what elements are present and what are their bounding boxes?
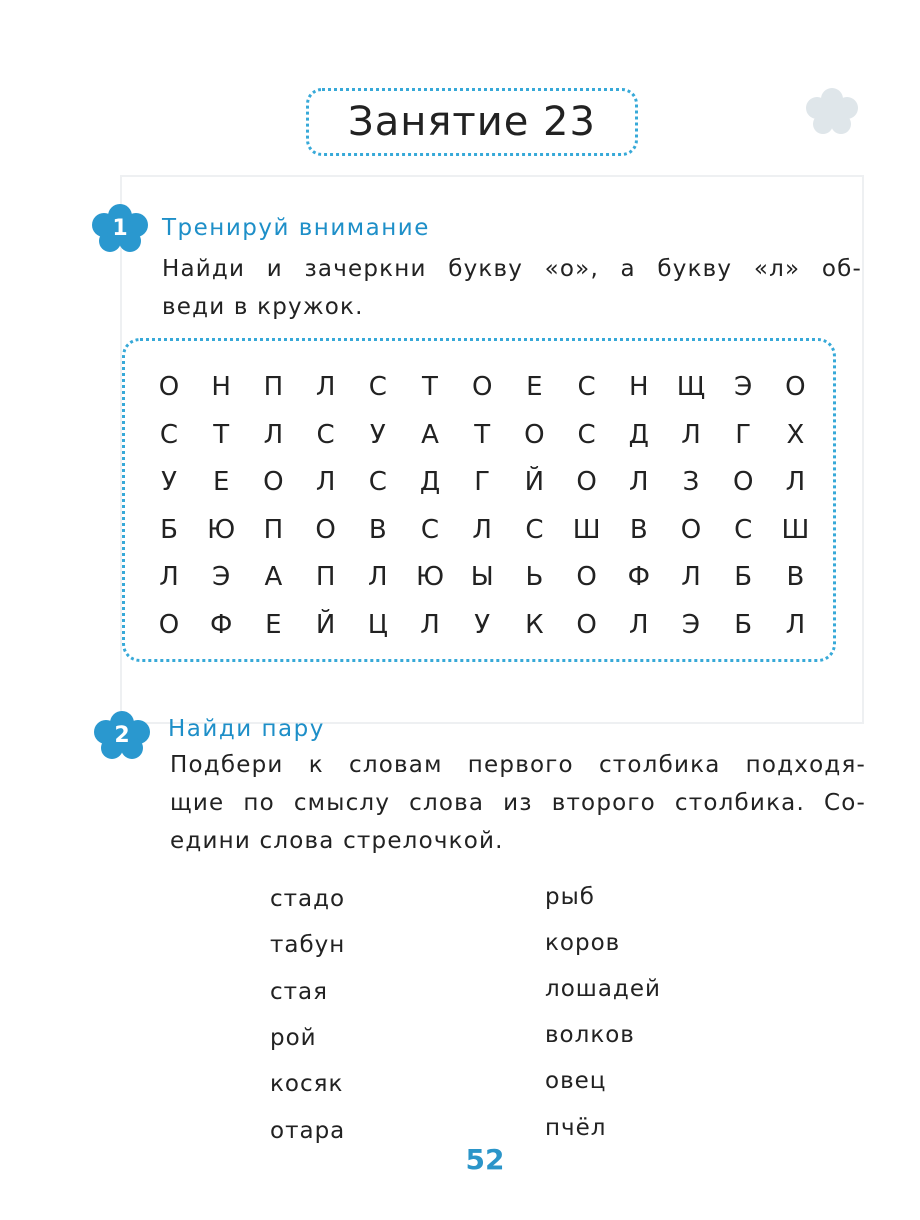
lesson-title: Занятие 23 — [306, 88, 638, 156]
task-2-instruction-line: Подбери к словам первого столбика подходя- — [170, 752, 866, 778]
left-word[interactable]: стадо — [270, 886, 346, 912]
right-word[interactable]: коров — [545, 930, 621, 956]
letter-cell[interactable]: Б — [160, 514, 178, 545]
letter-cell[interactable]: С — [577, 372, 596, 402]
letter-cell[interactable]: Л — [472, 514, 492, 545]
letter-cell[interactable]: О — [732, 467, 754, 497]
letter-cell[interactable]: Ш — [572, 514, 601, 545]
letter-cell[interactable]: К — [525, 609, 544, 640]
right-word[interactable]: рыб — [545, 884, 595, 910]
letter-row — [125, 510, 825, 550]
task-1-instruction — [162, 250, 862, 326]
letter-cell[interactable]: О — [785, 372, 806, 402]
letter-cell[interactable]: Т — [213, 419, 230, 450]
letter-cell[interactable]: Т — [474, 419, 491, 450]
letter-cell[interactable]: Н — [629, 372, 649, 402]
letter-grid — [122, 338, 836, 662]
letter-cell[interactable]: С — [368, 372, 387, 402]
letter-cell[interactable]: О — [471, 372, 493, 402]
letter-cell[interactable]: У — [474, 609, 491, 640]
show-through-flower-icon — [806, 88, 858, 134]
letter-cell[interactable]: Е — [526, 372, 543, 402]
letter-cell[interactable]: Г — [735, 419, 752, 450]
letter-cell[interactable]: Ш — [781, 514, 810, 545]
letter-cell[interactable]: У — [161, 467, 177, 497]
letter-row — [125, 462, 825, 502]
letter-cell[interactable]: Э — [734, 372, 753, 402]
letter-cell[interactable]: Ф — [627, 562, 650, 592]
letter-cell[interactable]: В — [368, 514, 387, 545]
letter-cell[interactable]: О — [315, 514, 336, 545]
letter-cell[interactable]: Л — [785, 467, 806, 497]
letter-cell[interactable]: П — [315, 562, 336, 592]
letter-cell[interactable]: Л — [785, 609, 806, 640]
letter-cell[interactable]: Ц — [367, 609, 388, 640]
right-word[interactable]: волков — [545, 1022, 635, 1048]
letter-cell[interactable]: С — [316, 419, 335, 450]
right-word[interactable]: пчёл — [545, 1115, 607, 1141]
letter-cell[interactable]: О — [680, 514, 702, 545]
left-word[interactable]: табун — [270, 932, 346, 958]
letter-cell[interactable]: Ю — [415, 562, 445, 592]
letter-cell[interactable]: Л — [368, 562, 388, 592]
letter-row — [125, 367, 825, 407]
letter-cell[interactable]: Ф — [209, 609, 233, 640]
task-1-badge — [92, 203, 148, 253]
letter-cell[interactable]: О — [524, 419, 545, 450]
letter-cell[interactable]: О — [576, 562, 597, 592]
task-2-heading: Найди пару — [168, 716, 325, 742]
letter-cell[interactable]: Л — [315, 372, 336, 402]
left-word[interactable]: отара — [270, 1118, 346, 1144]
letter-cell[interactable]: Б — [734, 609, 753, 640]
task-2-badge — [94, 710, 150, 760]
letter-cell[interactable]: Э — [212, 562, 231, 592]
letter-cell[interactable]: Ы — [470, 562, 494, 592]
letter-cell[interactable]: О — [158, 372, 180, 402]
letter-cell[interactable]: С — [577, 419, 596, 450]
letter-row — [125, 415, 825, 455]
letter-cell[interactable]: Л — [263, 419, 284, 450]
letter-cell[interactable]: Е — [212, 467, 230, 497]
letter-cell[interactable]: С — [734, 514, 753, 545]
letter-cell[interactable]: Х — [786, 419, 805, 450]
letter-cell[interactable]: Л — [315, 467, 336, 497]
letter-cell[interactable]: Н — [211, 372, 231, 402]
letter-cell[interactable]: Т — [422, 372, 438, 402]
letter-cell[interactable]: Л — [629, 467, 649, 497]
letter-cell[interactable]: Ь — [525, 562, 544, 592]
left-word[interactable]: стая — [270, 979, 328, 1005]
right-word[interactable]: лошадей — [545, 976, 661, 1002]
letter-cell[interactable]: С — [368, 467, 387, 497]
letter-cell[interactable]: Щ — [676, 372, 706, 402]
letter-cell[interactable]: Е — [265, 609, 282, 640]
letter-cell[interactable]: А — [264, 562, 283, 592]
left-word[interactable]: косяк — [270, 1071, 344, 1097]
task-1-instruction-line: Найди и зачеркни букву «о», а букву «л» об- — [162, 256, 862, 282]
task-2-instruction-line: едини слова стрелочкой. — [170, 828, 504, 854]
letter-cell[interactable]: З — [682, 467, 700, 497]
letter-cell[interactable]: С — [525, 514, 544, 545]
letter-cell[interactable]: Б — [734, 562, 753, 592]
letter-cell[interactable]: П — [263, 372, 284, 402]
letter-cell[interactable]: Л — [681, 562, 701, 592]
task-2-instruction-line: щие по смыслу слова из второго столбика. Со- — [170, 790, 866, 816]
letter-cell[interactable]: О — [576, 467, 597, 497]
task-1-heading: Тренируй внимание — [162, 215, 430, 241]
task-2-instruction — [170, 746, 866, 860]
letter-cell[interactable]: П — [263, 514, 284, 545]
letter-cell[interactable]: О — [576, 609, 597, 640]
letter-cell[interactable]: Г — [474, 467, 491, 497]
letter-cell[interactable]: Д — [628, 419, 649, 450]
letter-cell[interactable]: А — [421, 419, 439, 450]
task-1-instruction-line: веди в кружок. — [162, 294, 364, 320]
task-2-number: 2 — [114, 722, 130, 748]
letter-cell[interactable]: Л — [420, 609, 440, 640]
letter-cell[interactable]: Ю — [207, 514, 236, 545]
task-1-number: 1 — [112, 215, 128, 241]
letter-cell[interactable]: Д — [419, 467, 441, 497]
letter-cell[interactable]: В — [786, 562, 805, 592]
letter-cell[interactable]: Л — [629, 609, 649, 640]
letter-cell[interactable]: С — [159, 419, 179, 450]
letter-cell[interactable]: О — [158, 609, 180, 640]
letter-cell[interactable]: Л — [159, 562, 179, 592]
letter-row — [125, 557, 825, 597]
letter-cell[interactable]: С — [420, 514, 440, 545]
left-word[interactable]: рой — [270, 1025, 317, 1051]
page-number: 52 — [465, 1143, 505, 1176]
letter-cell[interactable]: У — [369, 419, 386, 450]
right-word[interactable]: овец — [545, 1068, 607, 1094]
letter-cell[interactable]: Л — [681, 419, 701, 450]
letter-row — [125, 605, 825, 645]
letter-cell[interactable]: В — [629, 514, 648, 545]
letter-cell[interactable]: О — [263, 467, 284, 497]
letter-cell[interactable]: Й — [524, 467, 545, 497]
letter-cell[interactable]: Й — [315, 609, 336, 640]
letter-cell[interactable]: Э — [681, 609, 701, 640]
